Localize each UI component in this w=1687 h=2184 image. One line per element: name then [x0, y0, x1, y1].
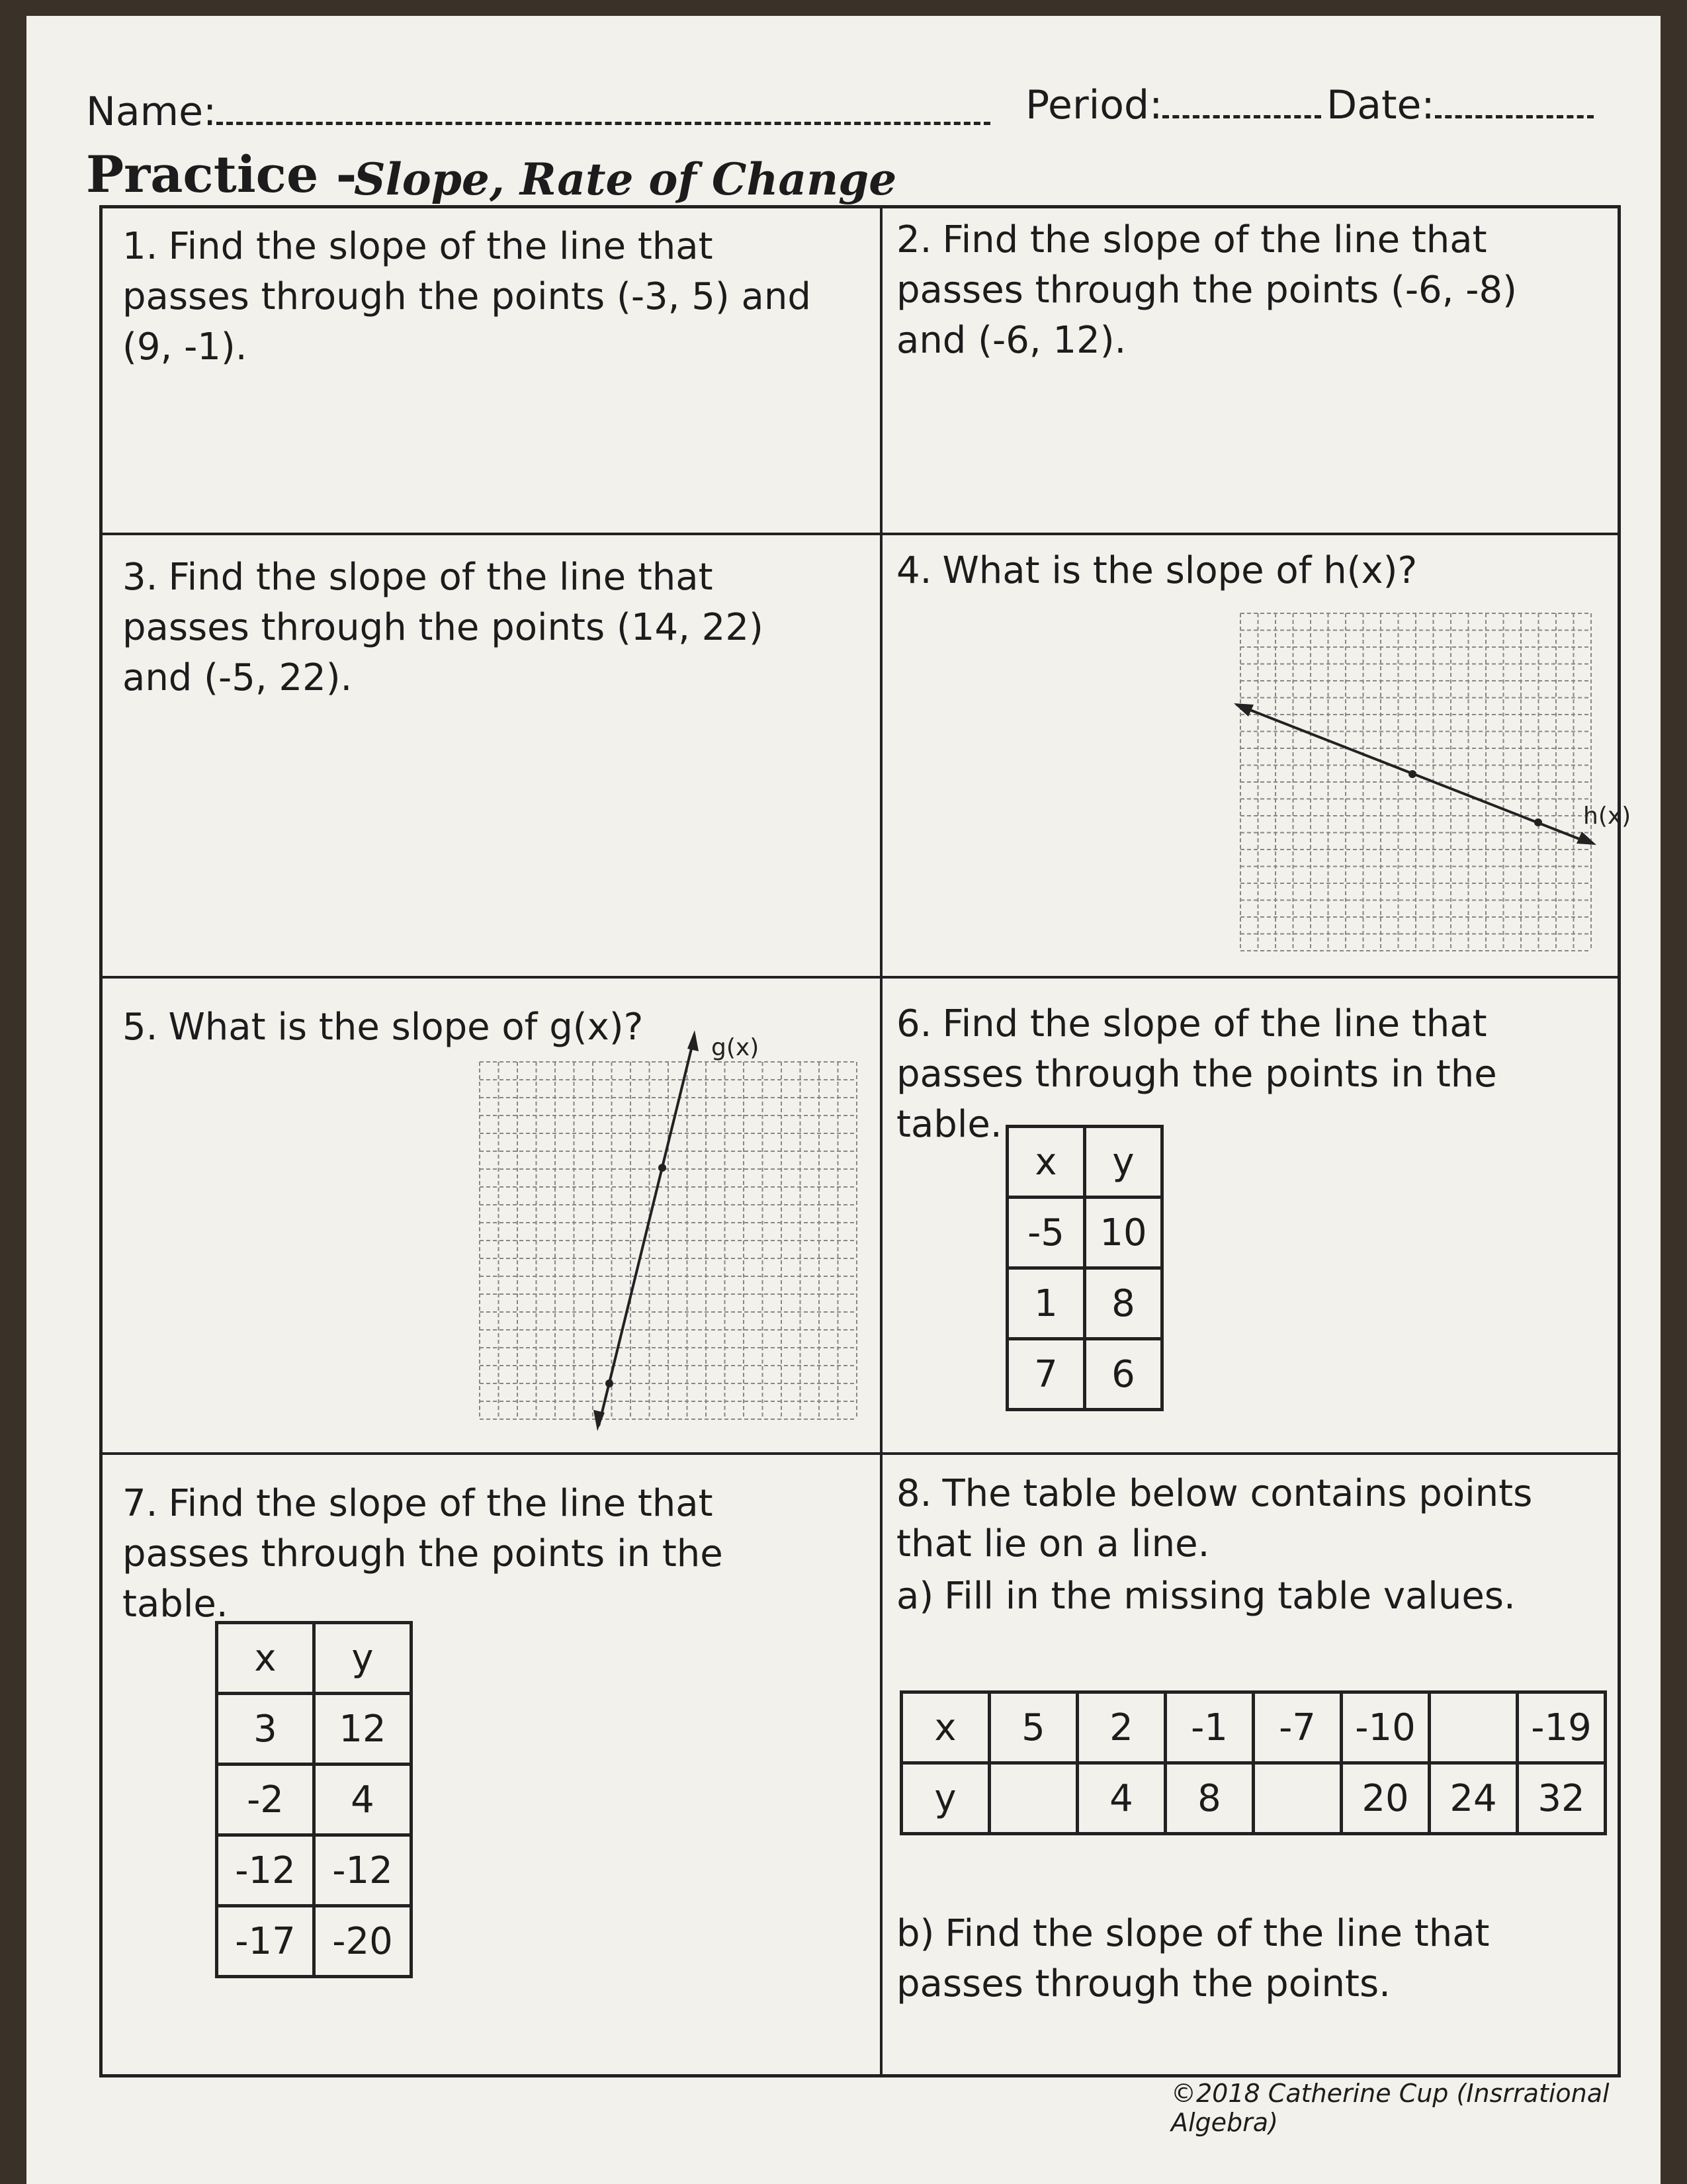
- question-8b: b) Find the slope of the line that passes through the points.: [896, 1912, 1490, 2005]
- arrow-down-icon: [593, 1410, 605, 1431]
- g-point: [658, 1164, 666, 1172]
- name-field[interactable]: [86, 89, 990, 135]
- page-title: Practice -: [86, 145, 357, 204]
- table-row: -5 10: [1008, 1198, 1162, 1268]
- row-divider: [103, 533, 1618, 535]
- question-4: 4. What is the slope of h(x)?: [896, 549, 1418, 592]
- table-row: 7 6: [1008, 1339, 1162, 1410]
- h-label: h(x): [1583, 803, 1631, 830]
- h-graph: [1234, 612, 1631, 956]
- name-label: Name:: [86, 89, 217, 135]
- table-8: [900, 1690, 1607, 1835]
- h-point: [1534, 818, 1542, 826]
- table-row: 3 12: [217, 1694, 411, 1765]
- period-label: Period:: [1025, 82, 1163, 128]
- row-divider: [103, 976, 1618, 979]
- question-7: 7. Find the slope of the line that passes through the points in the table.: [122, 1482, 723, 1626]
- table-6: [1006, 1125, 1164, 1411]
- table-row: -2 4: [217, 1765, 411, 1835]
- blank-cell[interactable]: [990, 1763, 1078, 1834]
- table-header-row: x y: [1008, 1127, 1162, 1198]
- question-8a: a) Fill in the missing table values.: [896, 1575, 1516, 1618]
- question-2: 2. Find the slope of the line that passes through the points (-6, -8) and (-6, 12).: [896, 218, 1517, 362]
- question-6: 6. Find the slope of the line that passes through the points in the table.: [896, 1002, 1497, 1146]
- row-divider: [103, 1452, 1618, 1455]
- h-point: [1408, 770, 1416, 778]
- g-point: [605, 1379, 613, 1387]
- question-3: 3. Find the slope of the line that passes through the points (14, 22) and (-5, 22).: [122, 556, 763, 699]
- table-row: 1 8: [1008, 1268, 1162, 1339]
- question-grid: [99, 205, 1631, 2077]
- date-label: Date:: [1326, 82, 1435, 128]
- table-x-row: x 5 2 -1 -7 -10 -19: [902, 1692, 1606, 1763]
- blank-cell[interactable]: [1430, 1692, 1518, 1763]
- date-field[interactable]: [1326, 82, 1594, 128]
- blank-cell[interactable]: [1254, 1763, 1342, 1834]
- table-7: [215, 1621, 413, 1978]
- worksheet-page: [26, 16, 1661, 2184]
- question-5: 5. What is the slope of g(x)?: [122, 1006, 644, 1049]
- question-1: 1. Find the slope of the line that passes through the points (-3, 5) and (9, -1).: [122, 225, 811, 369]
- table-row: -12 -12: [217, 1835, 411, 1906]
- arrow-right-icon: [1577, 832, 1596, 845]
- question-8: 8. The table below contains points that lie on a line.: [896, 1472, 1533, 1565]
- table-y-row: y 4 8 20 24 32: [902, 1763, 1606, 1834]
- copyright-footer: ©2018 Catherine Cup (Insrrational Algebra): [1171, 2079, 1610, 2137]
- period-field[interactable]: [1025, 82, 1321, 128]
- g-graph: [473, 1029, 883, 1432]
- g-line: [599, 1035, 695, 1426]
- g-label: g(x): [711, 1034, 759, 1061]
- page-subtitle: Slope, Rate of Change: [354, 153, 897, 205]
- arrow-up-icon: [687, 1030, 699, 1051]
- table-row: -17 -20: [217, 1906, 411, 1977]
- table-header-row: x y: [217, 1623, 411, 1694]
